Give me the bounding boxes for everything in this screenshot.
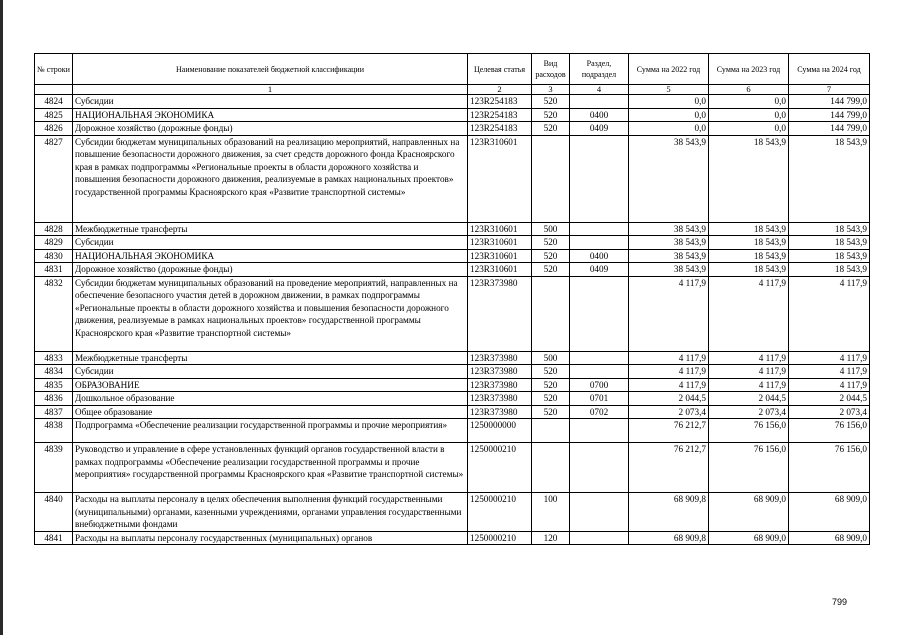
name-cell: Субсидии бюджетам муниципальных образований на реализацию мероприятий, направленных на повышение безопасности дорожного движения, за счет средств дорожного фонда Красноярского края в рамках подпрограммы «Региональные проекты в области дорожного хозяйства и повышения безопасности дорожного движения, реализуемые в рамках национальных проектов» государственной программы Красноярского края «Развитие транспортной системы»	[73, 135, 468, 222]
sum-2024-cell: 18 543,9	[789, 222, 870, 236]
name-cell: Субсидии	[73, 365, 468, 379]
target-cell: 1250000210	[468, 531, 532, 545]
table-row	[35, 135, 870, 222]
target-cell: 123R373980	[468, 405, 532, 419]
target-cell: 123R254183	[468, 122, 532, 136]
target-cell: 1250000210	[468, 443, 532, 493]
kind-cell: 520	[532, 405, 570, 419]
sum-2022-cell: 68 909,8	[629, 493, 709, 532]
sum-2022-cell: 76 212,7	[629, 443, 709, 493]
sum-2022-cell: 4 117,9	[629, 351, 709, 365]
row-number-cell: 4834	[35, 365, 73, 379]
target-cell: 123R310601	[468, 236, 532, 250]
name-cell: Подпрограмма «Обеспечение реализации государственной программы и прочие мероприятия»	[73, 419, 468, 443]
kind-cell	[532, 443, 570, 493]
kind-cell	[532, 419, 570, 443]
row-number-cell: 4826	[35, 122, 73, 136]
sum-2023-cell: 18 543,9	[709, 263, 789, 277]
target-cell: 123R254183	[468, 95, 532, 109]
column-index-row	[35, 85, 870, 95]
table-row	[35, 392, 870, 406]
name-cell: Субсидии	[73, 95, 468, 109]
section-cell: 0702	[570, 405, 629, 419]
kind-cell: 520	[532, 249, 570, 263]
name-cell: ОБРАЗОВАНИЕ	[73, 378, 468, 392]
section-cell	[570, 493, 629, 532]
sum-2024-cell: 4 117,9	[789, 276, 870, 351]
table-row	[35, 122, 870, 136]
section-cell: 0409	[570, 122, 629, 136]
kind-cell: 500	[532, 351, 570, 365]
table-row	[35, 365, 870, 379]
header-row-no: № строки	[35, 54, 73, 85]
sum-2023-cell: 4 117,9	[709, 365, 789, 379]
sum-2022-cell: 38 543,9	[629, 249, 709, 263]
sum-2022-cell: 0,0	[629, 108, 709, 122]
index-cell: 1	[73, 85, 468, 95]
index-cell	[35, 85, 73, 95]
target-cell: 123R373980	[468, 365, 532, 379]
sum-2022-cell: 2 044,5	[629, 392, 709, 406]
target-cell: 123R310601	[468, 263, 532, 277]
sum-2022-cell: 0,0	[629, 122, 709, 136]
sum-2024-cell: 68 909,0	[789, 493, 870, 532]
row-number-cell: 4831	[35, 263, 73, 277]
sum-2024-cell: 2 073,4	[789, 405, 870, 419]
sum-2022-cell: 38 543,9	[629, 222, 709, 236]
sum-2023-cell: 0,0	[709, 108, 789, 122]
kind-cell: 120	[532, 531, 570, 545]
section-cell	[570, 419, 629, 443]
kind-cell: 520	[532, 95, 570, 109]
header-sum-2022: Сумма на 2022 год	[629, 54, 709, 85]
index-cell: 7	[789, 85, 870, 95]
section-cell: 0700	[570, 378, 629, 392]
target-cell: 1250000000	[468, 419, 532, 443]
row-number-cell: 4839	[35, 443, 73, 493]
kind-cell: 100	[532, 493, 570, 532]
header-target: Целевая статья	[468, 54, 532, 85]
page-number: 799	[831, 597, 847, 607]
sum-2022-cell: 0,0	[629, 95, 709, 109]
table-body	[35, 95, 870, 545]
sum-2023-cell: 76 156,0	[709, 419, 789, 443]
sum-2023-cell: 0,0	[709, 122, 789, 136]
kind-cell: 520	[532, 378, 570, 392]
table-row	[35, 249, 870, 263]
sum-2024-cell: 76 156,0	[789, 443, 870, 493]
kind-cell	[532, 135, 570, 222]
sum-2023-cell: 4 117,9	[709, 276, 789, 351]
target-cell: 123R310601	[468, 222, 532, 236]
name-cell: НАЦИОНАЛЬНАЯ ЭКОНОМИКА	[73, 108, 468, 122]
table-row	[35, 493, 870, 532]
sum-2024-cell: 2 044,5	[789, 392, 870, 406]
sum-2023-cell: 76 156,0	[709, 443, 789, 493]
section-cell	[570, 365, 629, 379]
sum-2023-cell: 2 073,4	[709, 405, 789, 419]
index-cell: 4	[570, 85, 629, 95]
row-number-cell: 4837	[35, 405, 73, 419]
sum-2024-cell: 144 799,0	[789, 108, 870, 122]
name-cell: Расходы на выплаты персоналу государственных (муниципальных) органов	[73, 531, 468, 545]
sum-2022-cell: 38 543,9	[629, 263, 709, 277]
kind-cell: 520	[532, 236, 570, 250]
sum-2024-cell: 18 543,9	[789, 263, 870, 277]
name-cell: Субсидии бюджетам муниципальных образований на проведение мероприятий, направленных на обеспечение безопасного участия детей в дорожном движении, в рамках подпрограммы «Региональные проекты в области дорожного хозяйства и повышения безопасности дорожного движения, реализуемые в рамках национальных проектов» государственной программы Красноярского края «Развитие транспортной системы»	[73, 276, 468, 351]
sum-2024-cell: 68 909,0	[789, 531, 870, 545]
section-cell	[570, 276, 629, 351]
kind-cell	[532, 276, 570, 351]
scan-edge	[0, 0, 3, 635]
sum-2023-cell: 18 543,9	[709, 135, 789, 222]
index-cell: 2	[468, 85, 532, 95]
name-cell: Руководство и управление в сфере установленных функций органов государственной власти в рамках подпрограммы «Обеспечение реализации государственной программы и прочие мероприятия» государственной программы Красноярского края «Развитие транспортной системы»	[73, 443, 468, 493]
sum-2024-cell: 76 156,0	[789, 419, 870, 443]
header-row	[35, 54, 870, 85]
target-cell: 123R373980	[468, 351, 532, 365]
sum-2023-cell: 18 543,9	[709, 236, 789, 250]
sum-2024-cell: 18 543,9	[789, 236, 870, 250]
header-kind: Вид расходов	[532, 54, 570, 85]
sum-2024-cell: 4 117,9	[789, 378, 870, 392]
row-number-cell: 4838	[35, 419, 73, 443]
section-cell: 0409	[570, 263, 629, 277]
row-number-cell: 4828	[35, 222, 73, 236]
name-cell: Субсидии	[73, 236, 468, 250]
target-cell: 1250000210	[468, 493, 532, 532]
section-cell: 0400	[570, 249, 629, 263]
section-cell	[570, 222, 629, 236]
target-cell: 123R373980	[468, 392, 532, 406]
section-cell	[570, 531, 629, 545]
row-number-cell: 4827	[35, 135, 73, 222]
row-number-cell: 4835	[35, 378, 73, 392]
row-number-cell: 4824	[35, 95, 73, 109]
table-row	[35, 95, 870, 109]
target-cell: 123R373980	[468, 276, 532, 351]
sum-2023-cell: 4 117,9	[709, 378, 789, 392]
kind-cell: 500	[532, 222, 570, 236]
kind-cell: 520	[532, 365, 570, 379]
table-row	[35, 443, 870, 493]
sum-2022-cell: 68 909,8	[629, 531, 709, 545]
index-cell: 6	[709, 85, 789, 95]
index-cell: 3	[532, 85, 570, 95]
row-number-cell: 4836	[35, 392, 73, 406]
table-row	[35, 351, 870, 365]
target-cell: 123R310601	[468, 249, 532, 263]
sum-2024-cell: 18 543,9	[789, 249, 870, 263]
row-number-cell: 4833	[35, 351, 73, 365]
row-number-cell: 4830	[35, 249, 73, 263]
row-number-cell: 4841	[35, 531, 73, 545]
section-cell	[570, 351, 629, 365]
sum-2023-cell: 0,0	[709, 95, 789, 109]
sum-2024-cell: 4 117,9	[789, 365, 870, 379]
header-name: Наименование показателей бюджетной классификации	[73, 54, 468, 85]
sum-2023-cell: 2 044,5	[709, 392, 789, 406]
sum-2023-cell: 68 909,0	[709, 531, 789, 545]
name-cell: Дорожное хозяйство (дорожные фонды)	[73, 263, 468, 277]
section-cell	[570, 443, 629, 493]
kind-cell: 520	[532, 263, 570, 277]
table-row	[35, 378, 870, 392]
sum-2022-cell: 4 117,9	[629, 365, 709, 379]
row-number-cell: 4829	[35, 236, 73, 250]
row-number-cell: 4832	[35, 276, 73, 351]
table-row	[35, 276, 870, 351]
table-row	[35, 222, 870, 236]
table-row	[35, 405, 870, 419]
section-cell: 0400	[570, 108, 629, 122]
sum-2023-cell: 4 117,9	[709, 351, 789, 365]
section-cell: 0701	[570, 392, 629, 406]
sum-2022-cell: 4 117,9	[629, 276, 709, 351]
name-cell: НАЦИОНАЛЬНАЯ ЭКОНОМИКА	[73, 249, 468, 263]
sum-2022-cell: 38 543,9	[629, 236, 709, 250]
kind-cell: 520	[532, 122, 570, 136]
section-cell	[570, 95, 629, 109]
table-row	[35, 531, 870, 545]
target-cell: 123R254183	[468, 108, 532, 122]
name-cell: Расходы на выплаты персоналу в целях обеспечения выполнения функций государственными (муниципальными) органами, казенными учреждениями, органами управления государственными внебюджетными фондами	[73, 493, 468, 532]
name-cell: Общее образование	[73, 405, 468, 419]
sum-2022-cell: 2 073,4	[629, 405, 709, 419]
sum-2022-cell: 76 212,7	[629, 419, 709, 443]
sum-2023-cell: 68 909,0	[709, 493, 789, 532]
sum-2024-cell: 144 799,0	[789, 95, 870, 109]
target-cell: 123R310601	[468, 135, 532, 222]
kind-cell: 520	[532, 108, 570, 122]
header-sum-2024: Сумма на 2024 год	[789, 54, 870, 85]
name-cell: Межбюджетные трансферты	[73, 351, 468, 365]
table-row	[35, 236, 870, 250]
budget-table	[34, 53, 870, 545]
row-number-cell: 4825	[35, 108, 73, 122]
sum-2023-cell: 18 543,9	[709, 249, 789, 263]
table-row	[35, 419, 870, 443]
sum-2024-cell: 4 117,9	[789, 351, 870, 365]
sum-2024-cell: 18 543,9	[789, 135, 870, 222]
sum-2022-cell: 4 117,9	[629, 378, 709, 392]
sum-2023-cell: 18 543,9	[709, 222, 789, 236]
header-section: Раздел, подраздел	[570, 54, 629, 85]
section-cell	[570, 135, 629, 222]
name-cell: Межбюджетные трансферты	[73, 222, 468, 236]
section-cell	[570, 236, 629, 250]
name-cell: Дорожное хозяйство (дорожные фонды)	[73, 122, 468, 136]
row-number-cell: 4840	[35, 493, 73, 532]
name-cell: Дошкольное образование	[73, 392, 468, 406]
kind-cell: 520	[532, 392, 570, 406]
target-cell: 123R373980	[468, 378, 532, 392]
sum-2022-cell: 38 543,9	[629, 135, 709, 222]
sum-2024-cell: 144 799,0	[789, 122, 870, 136]
table-row	[35, 108, 870, 122]
header-sum-2023: Сумма на 2023 год	[709, 54, 789, 85]
table-row	[35, 263, 870, 277]
index-cell: 5	[629, 85, 709, 95]
